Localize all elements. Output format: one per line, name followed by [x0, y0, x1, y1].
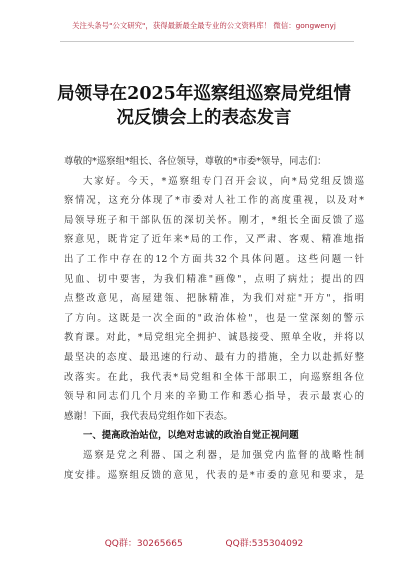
paragraph-line: 点整改意见，高屋建瓴、把脉精准，为我们对症"开方"，指明 — [64, 293, 364, 305]
paragraph-line: 改落实。在此，我代表*局党组和全体干部职工，向巡察组各位 — [64, 371, 364, 383]
salutation-line: 尊敬的*巡察组*组长、各位领导，尊敬的*市委*领导，同志们： — [64, 156, 327, 167]
paragraph-line: 察情况，这充分体现了*市委对人社工作的高度重视，以及对* — [64, 195, 364, 207]
paragraph-line: 最坚决的态度、最迅速的行动、最有力的措施，全力以赴抓好整 — [64, 351, 364, 363]
paragraph-line: 感谢！下面，我代表局党组作如下表态。 — [64, 410, 233, 422]
paragraph-line: 巡察是党之利器、国之利器，是加强党内监督的战略性制 — [83, 449, 364, 461]
title-line-2: 况反馈会上的表态发言 — [116, 108, 292, 128]
document-title — [30, 82, 378, 130]
paragraph-line: 领导和同志们几个月来的辛勤工作和悉心指导，表示最衷心的 — [64, 391, 364, 403]
footer-contact — [0, 536, 408, 549]
section-heading: 一、提高政治站位，以绝对忠诚的政治自觉正视问题 — [83, 430, 299, 442]
header-note: 关注头条号"公文研究"，获得最新最全最专业的公文资料库！ 微信：gongwenyj — [72, 21, 336, 30]
header-divider — [60, 41, 354, 42]
footer-qq-group-1: QQ群：30265665 — [104, 539, 183, 549]
paragraph-line: 出了工作中存在的12个方面共32个具体问题。这些问题一针 — [64, 253, 364, 265]
paragraph-line: 了方向。这既是一次全面的"政治体检"，也是一堂深刻的警示 — [64, 312, 364, 324]
paragraph-line: 察意见，既肯定了近年来*局的工作，又严肃、客观、精准地指 — [64, 234, 364, 246]
paragraph-line: 见血、切中要害，为我们精准"画像"，点明了病灶；提出的四 — [64, 273, 364, 285]
paragraph-line: 大家好。今天，*巡察组专门召开会议，向*局党组反馈巡 — [83, 175, 364, 187]
paragraph-line: 教育课。对此，*局党组完全拥护、诚恳接受、照单全收，并将以 — [64, 332, 364, 344]
document-body — [64, 152, 364, 485]
paragraph-line: 局领导班子和干部队伍的深切关怀。刚才，*组长全面反馈了巡 — [64, 214, 364, 226]
paragraph-line: 度安排。巡察组反馈的意见，代表的是*市委的意见和要求，是 — [64, 469, 364, 481]
footer-qq-group-2: QQ群:535304092 — [225, 539, 304, 549]
title-line-1: 局领导在2025年巡察组巡察局党组情 — [57, 84, 351, 104]
